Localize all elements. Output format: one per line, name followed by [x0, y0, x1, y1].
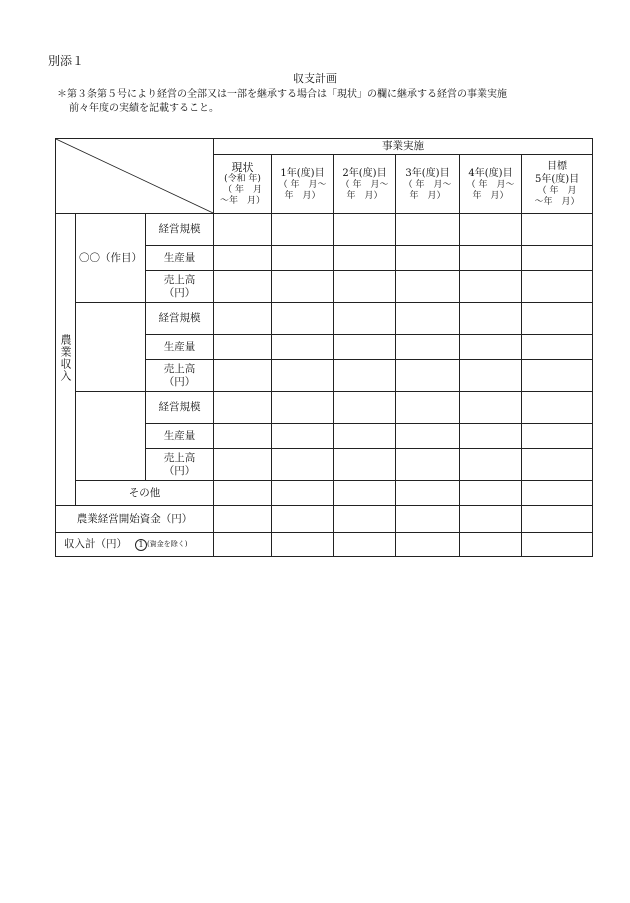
- data-cell[interactable]: [334, 335, 396, 360]
- instruction-note: [57, 88, 597, 116]
- row-label-production: 生産量: [146, 424, 214, 449]
- col-header-target-year-5: 目標 5年(度)目 （ 年 月 ～年 月）: [522, 155, 593, 214]
- data-cell[interactable]: [522, 246, 593, 271]
- row-label-sales: 売上高 （円）: [146, 271, 214, 303]
- data-cell[interactable]: [460, 214, 522, 246]
- data-cell[interactable]: [396, 392, 460, 424]
- diagonal-line: [56, 139, 213, 213]
- data-cell[interactable]: [334, 481, 396, 506]
- note-line-1: ＊第３条第５号により経営の全部又は一部を継承する場合は「現状」の欄に継承する経営の事業実施: [57, 89, 507, 100]
- data-cell[interactable]: [522, 303, 593, 335]
- data-cell[interactable]: [334, 360, 396, 392]
- data-cell[interactable]: [522, 481, 593, 506]
- data-cell[interactable]: [460, 424, 522, 449]
- data-cell[interactable]: [214, 424, 272, 449]
- data-cell[interactable]: [334, 424, 396, 449]
- data-cell[interactable]: [214, 533, 272, 557]
- data-cell[interactable]: [214, 449, 272, 481]
- data-cell[interactable]: [334, 246, 396, 271]
- row-label-sales: 売上高 （円）: [146, 360, 214, 392]
- data-cell[interactable]: [396, 246, 460, 271]
- data-cell[interactable]: [396, 214, 460, 246]
- data-cell[interactable]: [522, 392, 593, 424]
- data-cell[interactable]: [334, 392, 396, 424]
- data-cell[interactable]: [460, 360, 522, 392]
- data-cell[interactable]: [396, 424, 460, 449]
- data-cell[interactable]: [272, 303, 334, 335]
- crop-name-cell-blank[interactable]: [76, 303, 146, 392]
- data-cell[interactable]: [396, 271, 460, 303]
- data-cell[interactable]: [396, 506, 460, 533]
- data-cell[interactable]: [272, 360, 334, 392]
- data-cell[interactable]: [214, 335, 272, 360]
- data-cell[interactable]: [334, 214, 396, 246]
- col-header-year-4: 4年(度)目 （ 年 月～ 年 月）: [460, 155, 522, 214]
- data-cell[interactable]: [272, 533, 334, 557]
- data-cell[interactable]: [522, 335, 593, 360]
- data-cell[interactable]: [396, 303, 460, 335]
- data-cell[interactable]: [272, 271, 334, 303]
- row-label-sales: 売上高 （円）: [146, 449, 214, 481]
- data-cell[interactable]: [460, 506, 522, 533]
- data-cell[interactable]: [272, 506, 334, 533]
- row-label-starting-funds: 農業経営開始資金（円）: [56, 506, 214, 533]
- data-cell[interactable]: [214, 392, 272, 424]
- data-cell[interactable]: [460, 392, 522, 424]
- page-title: 収支計画: [293, 72, 337, 85]
- data-cell[interactable]: [272, 214, 334, 246]
- data-cell[interactable]: [334, 506, 396, 533]
- data-cell[interactable]: [396, 533, 460, 557]
- data-cell[interactable]: [396, 360, 460, 392]
- excluding-funds-note: (資金を除く): [147, 540, 188, 548]
- data-cell[interactable]: [272, 335, 334, 360]
- data-cell[interactable]: [272, 481, 334, 506]
- row-label-scale: 経営規模: [146, 392, 214, 424]
- data-cell[interactable]: [272, 449, 334, 481]
- data-cell[interactable]: [272, 392, 334, 424]
- data-cell[interactable]: [522, 506, 593, 533]
- col-header-year-3: 3年(度)目 （ 年 月～ 年 月）: [396, 155, 460, 214]
- income-plan-table: [55, 138, 593, 557]
- circled-number-1: 1: [135, 539, 147, 551]
- data-cell[interactable]: [522, 360, 593, 392]
- data-cell[interactable]: [460, 246, 522, 271]
- appendix-label: 別添１: [48, 54, 85, 68]
- data-cell[interactable]: [272, 246, 334, 271]
- data-cell[interactable]: [522, 533, 593, 557]
- row-label-scale: 経営規模: [146, 303, 214, 335]
- data-cell[interactable]: [214, 246, 272, 271]
- data-cell[interactable]: [214, 481, 272, 506]
- row-label-scale: 経営規模: [146, 214, 214, 246]
- data-cell[interactable]: [334, 303, 396, 335]
- row-label-production: 生産量: [146, 246, 214, 271]
- data-cell[interactable]: [214, 214, 272, 246]
- col-header-year-2: 2年(度)目 （ 年 月～ 年 月）: [334, 155, 396, 214]
- data-cell[interactable]: [522, 424, 593, 449]
- data-cell[interactable]: [460, 533, 522, 557]
- row-label-other: その他: [76, 481, 214, 506]
- data-cell[interactable]: [214, 271, 272, 303]
- col-header-current: 現状 (令和 年) （ 年 月 ～年 月）: [214, 155, 272, 214]
- data-cell[interactable]: [460, 335, 522, 360]
- data-cell[interactable]: [522, 214, 593, 246]
- data-cell[interactable]: [522, 271, 593, 303]
- data-cell[interactable]: [460, 481, 522, 506]
- income-total-label: 収入計（円）: [64, 538, 127, 550]
- data-cell[interactable]: [396, 481, 460, 506]
- col-header-year-1: 1年(度)目 （ 年 月～ 年 月）: [272, 155, 334, 214]
- header-diagonal-cell: [56, 139, 214, 214]
- row-label-income-total: [56, 533, 214, 557]
- data-cell[interactable]: [396, 449, 460, 481]
- crop-name-cell-blank[interactable]: [76, 392, 146, 481]
- data-cell[interactable]: [334, 533, 396, 557]
- row-label-production: 生産量: [146, 335, 214, 360]
- data-cell[interactable]: [214, 303, 272, 335]
- data-cell[interactable]: [522, 449, 593, 481]
- group-header-jigyo-jisshi: 事業実施: [214, 139, 593, 155]
- data-cell[interactable]: [396, 335, 460, 360]
- data-cell[interactable]: [460, 271, 522, 303]
- data-cell[interactable]: [460, 303, 522, 335]
- data-cell[interactable]: [214, 360, 272, 392]
- category-agricultural-income: 農業収入: [56, 214, 76, 506]
- data-cell[interactable]: [460, 449, 522, 481]
- data-cell[interactable]: [214, 506, 272, 533]
- note-line-2: 前々年度の実績を記載すること。: [69, 103, 219, 114]
- crop-name-cell: 〇〇（作目）: [76, 214, 146, 303]
- data-cell[interactable]: [334, 271, 396, 303]
- data-cell[interactable]: [334, 449, 396, 481]
- data-cell[interactable]: [272, 424, 334, 449]
